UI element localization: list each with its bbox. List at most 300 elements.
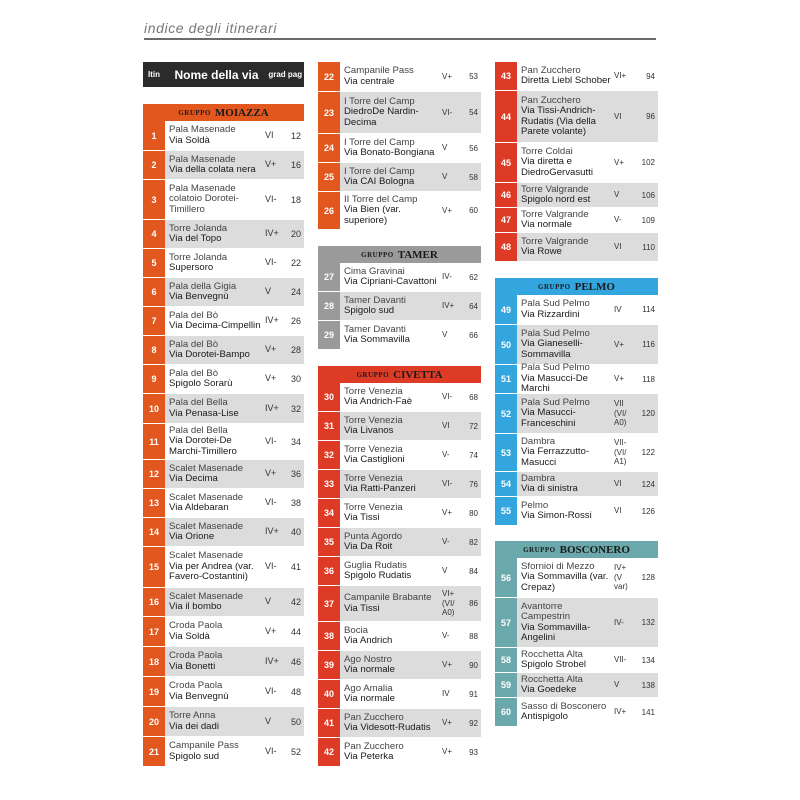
peak-name: Pala Sud Pelmo — [521, 396, 590, 408]
route-page: 88 — [469, 631, 478, 641]
route-page: 72 — [469, 421, 478, 431]
route-number: 40 — [318, 680, 340, 708]
route-name: Via centrale — [344, 75, 395, 87]
peak-name: Torre Valgrande — [521, 183, 589, 195]
route-row — [143, 278, 304, 307]
route-name: Via Masucci-Franceschini — [521, 407, 576, 429]
route-number: 1 — [143, 121, 165, 150]
route-grade: VI- — [265, 257, 277, 268]
peak-name: Cima Gravinai — [344, 265, 405, 277]
peak-name: Tamer Davanti — [344, 294, 406, 306]
column-2 — [318, 62, 481, 767]
route-grade: V — [442, 330, 448, 340]
route-number: 42 — [318, 738, 340, 766]
route-number: 52 — [495, 394, 517, 433]
route-number: 6 — [143, 278, 165, 306]
route-page: 114 — [642, 305, 655, 314]
peak-name: Ago Nostro — [344, 653, 392, 665]
peak-name: Sfornioi di Mezzo — [521, 560, 595, 572]
route-number: 48 — [495, 233, 517, 261]
route-number: 14 — [143, 518, 165, 546]
route-name: Via Rowe — [521, 246, 562, 257]
route-row — [495, 394, 658, 434]
route-row — [495, 434, 658, 472]
route-row — [143, 180, 304, 220]
route-page: 50 — [290, 716, 301, 727]
route-number: 43 — [495, 62, 517, 90]
route-grade: V+ — [614, 374, 625, 384]
route-number: 54 — [495, 472, 517, 496]
group-bosconero — [495, 541, 658, 727]
peak-name: Sasso di Bosconero — [521, 700, 607, 712]
peak-name: Torre Valgrande — [521, 235, 589, 247]
peak-name: Torre Venezia — [344, 385, 403, 397]
route-row — [495, 598, 658, 648]
header-divider — [144, 38, 656, 40]
route-number: 15 — [143, 547, 165, 587]
route-number: 7 — [143, 307, 165, 335]
route-page: 90 — [469, 660, 478, 670]
route-number: 53 — [495, 434, 517, 471]
route-name: Via normale — [344, 664, 396, 675]
route-grade: IV — [614, 304, 622, 314]
route-grade: VI- — [265, 497, 277, 508]
route-number: 5 — [143, 249, 165, 277]
route-name: Via del Topo — [169, 233, 222, 244]
peak-name: Avantorre Campestrin — [521, 600, 571, 623]
route-row — [318, 470, 481, 499]
peak-name: Croda Paola — [169, 620, 223, 632]
route-grade: VI- — [265, 561, 277, 572]
group-prefix: GRUPPO — [356, 370, 390, 379]
route-grade: IV+ (V var) — [614, 563, 628, 592]
group-header-moiazza — [143, 104, 304, 121]
route-page: 41 — [290, 562, 301, 572]
route-grade: V+ — [442, 660, 453, 670]
route-row — [318, 680, 481, 709]
route-number: 34 — [318, 499, 340, 527]
peak-name: Pelmo — [521, 499, 549, 511]
route-name: Via per Andrea (var. Favero-Costantini) — [169, 560, 254, 583]
route-row — [318, 263, 481, 292]
route-page: 12 — [290, 130, 301, 141]
peak-name: I Torre del Camp — [344, 165, 415, 177]
route-page: 30 — [290, 374, 301, 384]
route-name: Spigolo Rudatis — [344, 570, 412, 581]
route-grade: V+ — [265, 344, 277, 355]
route-name: Via Sommavilla — [344, 334, 410, 345]
page-header-title: indice degli itinerari — [144, 20, 278, 36]
route-grade: V+ — [442, 205, 453, 215]
route-name: Via Tissi — [344, 602, 380, 614]
peak-name: Torre Venezia — [344, 414, 403, 426]
route-grade: V- — [614, 215, 622, 225]
group-prefix: GRUPPO — [178, 108, 211, 117]
route-page: 53 — [469, 72, 478, 81]
route-page: 48 — [290, 686, 301, 697]
route-number: 11 — [143, 424, 165, 459]
peak-name: Pala del Bella — [169, 397, 228, 409]
peak-name: Pala Masenade — [169, 153, 236, 165]
route-grade: VI- — [442, 107, 453, 117]
group-name: CIVETTA — [393, 368, 443, 381]
route-grade: V+ — [442, 747, 453, 757]
route-page: 66 — [469, 330, 478, 340]
route-name: Via Goedeke — [521, 684, 577, 695]
route-name: Via diretta e DiedroGervasutti — [521, 156, 593, 178]
route-page: 138 — [641, 680, 655, 690]
route-grade: VII- (VI/ A1) — [614, 438, 627, 467]
peak-name: Campanile Brabante — [344, 592, 432, 604]
route-number: 46 — [495, 183, 517, 207]
group-civetta — [318, 366, 481, 767]
route-name: Via Livanos — [344, 425, 394, 436]
route-name: Via Benvegnù — [169, 690, 229, 702]
route-grade: IV+ — [442, 301, 455, 311]
peak-name: Scalet Masenade — [169, 550, 244, 562]
group-pelmo — [495, 278, 658, 526]
route-name: Via il bombo — [169, 601, 222, 612]
peak-name: Pala Sud Pelmo — [521, 298, 590, 310]
peak-name: Pala del Bò — [169, 309, 219, 321]
route-page: 52 — [290, 746, 301, 757]
peak-name: Pala del Bò — [169, 367, 219, 379]
route-row — [143, 518, 304, 547]
route-number: 21 — [143, 737, 165, 766]
route-name: Via Andrich — [344, 635, 393, 646]
peak-name: Torre Venezia — [344, 501, 403, 513]
route-page: 74 — [469, 450, 478, 460]
route-number: 51 — [495, 365, 517, 393]
route-number: 59 — [495, 673, 517, 697]
route-name: Antispigolo — [521, 711, 568, 722]
route-grade: V- — [442, 450, 450, 460]
route-page: 124 — [641, 479, 655, 489]
route-page: 80 — [469, 508, 478, 518]
route-grade: V- — [442, 631, 450, 641]
route-row — [143, 307, 304, 336]
route-row — [318, 499, 481, 528]
route-row — [495, 295, 658, 325]
route-page: 106 — [641, 190, 655, 200]
route-grade: IV- — [442, 272, 452, 282]
route-number: 32 — [318, 441, 340, 469]
route-grade: VI- — [265, 745, 277, 756]
route-row — [143, 220, 304, 249]
route-name: Via Castiglioni — [344, 454, 405, 465]
route-number: 10 — [143, 394, 165, 423]
route-grade: V+ — [265, 468, 277, 479]
route-number: 49 — [495, 295, 517, 324]
route-row — [318, 528, 481, 557]
peak-name: Torre Valgrande — [521, 208, 589, 220]
route-page: 92 — [469, 718, 478, 728]
route-grade: V- — [442, 537, 450, 547]
route-grade: V+ — [442, 71, 453, 81]
route-row — [495, 497, 658, 526]
route-number: 55 — [495, 497, 517, 525]
route-grade: V+ — [614, 339, 625, 349]
route-grade: V — [265, 596, 272, 607]
route-number: 9 — [143, 365, 165, 393]
peak-name: Scalet Masenade — [169, 491, 244, 503]
peak-name: Pala della Gigia — [169, 280, 237, 292]
route-name: Via Benvegnù — [169, 291, 229, 302]
route-number: 24 — [318, 134, 340, 162]
route-row — [495, 362, 658, 395]
route-grade: IV+ — [265, 315, 279, 326]
peak-name: Ago Amalia — [344, 682, 393, 694]
route-page: 54 — [469, 108, 478, 117]
peak-name: Pala Sud Pelmo — [521, 327, 590, 339]
route-row — [143, 460, 304, 489]
route-row — [318, 738, 481, 767]
route-grade: V — [614, 190, 620, 200]
route-number: 39 — [318, 651, 340, 679]
route-number: 12 — [143, 460, 165, 488]
group-header-bosconero — [495, 541, 658, 558]
route-name: Spigolo Sorarù — [169, 378, 233, 389]
route-name: Via Tissi-Andrich-Rudatis (Via della Parete volante) — [521, 105, 597, 137]
peak-name: Pan Zucchero — [344, 740, 404, 752]
route-name: Via Orione — [169, 531, 215, 542]
route-row — [495, 558, 658, 598]
group-name: MOIAZZA — [214, 106, 269, 119]
header-itin: Itin — [148, 70, 160, 79]
route-row — [495, 208, 658, 233]
route-name: Spigolo sud — [344, 305, 395, 316]
route-number: 31 — [318, 412, 340, 440]
route-name: Via Peterka — [344, 751, 394, 762]
route-name: Via Videsott-Rudatis — [344, 722, 431, 733]
route-number: 19 — [143, 677, 165, 706]
route-page: 62 — [469, 272, 478, 282]
route-name: Via Simon-Rossi — [521, 510, 592, 521]
route-row — [318, 622, 481, 651]
route-row — [318, 383, 481, 412]
peak-name: II Torre del Camp — [344, 193, 418, 205]
column-1 — [143, 62, 304, 767]
route-row — [318, 92, 481, 134]
route-number: 27 — [318, 263, 340, 291]
route-row — [495, 698, 658, 727]
group-header-pelmo — [495, 278, 658, 295]
route-page: 91 — [469, 689, 478, 699]
route-row — [318, 441, 481, 470]
route-grade: V — [442, 566, 448, 576]
route-number: 30 — [318, 383, 340, 411]
route-grade: V — [442, 172, 448, 182]
peak-name: Punta Agordo — [344, 530, 403, 542]
route-page: 134 — [641, 655, 655, 665]
route-number: 18 — [143, 647, 165, 676]
route-number: 45 — [495, 143, 517, 182]
column-3 — [495, 62, 658, 727]
route-number: 33 — [318, 470, 340, 498]
peak-name: Torre Venezia — [344, 472, 403, 484]
route-number: 2 — [143, 151, 165, 179]
route-row — [495, 143, 658, 183]
route-name: Via Soldà — [169, 630, 210, 642]
route-row — [143, 365, 304, 394]
route-row — [318, 292, 481, 321]
route-page: 26 — [290, 316, 301, 326]
route-grade: VI — [614, 111, 622, 121]
route-grade: IV+ — [614, 707, 627, 717]
route-number: 60 — [495, 698, 517, 726]
route-page: 32 — [290, 403, 301, 414]
route-name: Via Rizzardini — [521, 308, 580, 320]
peak-name: Tamer Davanti — [344, 323, 406, 335]
route-name: Via Dorotei-De Marchi-Timillero — [169, 435, 237, 457]
peak-name: Pala del Bella — [169, 424, 228, 436]
route-row — [143, 677, 304, 707]
peak-name: I Torre del Camp — [344, 95, 415, 107]
route-name: Via normale — [344, 693, 396, 704]
route-page: 122 — [641, 448, 655, 457]
route-grade: VI — [265, 129, 274, 140]
route-row — [495, 648, 658, 673]
route-page: 94 — [646, 71, 655, 81]
group-prefix: GRUPPO — [361, 250, 394, 259]
route-number: 47 — [495, 208, 517, 232]
group-name: BOSCONERO — [559, 543, 630, 556]
route-grade: IV — [442, 689, 450, 699]
route-row — [143, 121, 304, 151]
route-name: Via Decima-Cimpellin — [169, 320, 261, 331]
peak-name: Scalet Masenade — [169, 462, 244, 474]
route-grade: VI — [614, 506, 622, 516]
route-row — [318, 134, 481, 163]
route-page: 20 — [290, 229, 301, 239]
route-row — [318, 412, 481, 441]
route-page: 36 — [290, 469, 301, 479]
route-number: 35 — [318, 528, 340, 556]
route-grade: IV+ — [265, 655, 279, 666]
route-number: 4 — [143, 220, 165, 248]
route-number: 26 — [318, 192, 340, 229]
peak-name: Scalet Masenade — [169, 520, 244, 532]
route-name: Via dei dadi — [169, 720, 219, 732]
route-page: 16 — [290, 160, 301, 170]
route-number: 50 — [495, 325, 517, 364]
route-row — [318, 321, 481, 350]
peak-name: Pala Sud Pelmo — [521, 362, 590, 374]
route-name: Via Aldebaran — [169, 502, 229, 513]
group-moiazza — [143, 104, 304, 767]
route-page: 84 — [469, 566, 478, 576]
route-name: Via Ratti-Panzeri — [344, 483, 416, 494]
route-grade: V+ — [265, 625, 277, 636]
route-number: 16 — [143, 588, 165, 616]
group-civetta-cont — [495, 62, 658, 262]
route-row — [318, 163, 481, 192]
route-page: 82 — [469, 537, 478, 547]
route-grade: IV+ — [265, 526, 279, 537]
peak-name: Pan Zucchero — [521, 94, 581, 106]
group-header-tamer — [318, 246, 481, 263]
route-number: 56 — [495, 558, 517, 597]
route-grade: VI — [442, 421, 450, 431]
route-name: Via Tissi — [344, 512, 380, 523]
peak-name: Torre Anna — [169, 710, 216, 722]
route-name: Via di sinistra — [521, 483, 578, 494]
route-row — [143, 588, 304, 617]
route-row — [318, 586, 481, 622]
route-grade: V+ — [614, 157, 625, 167]
route-page: 42 — [290, 597, 301, 607]
peak-name: Scalet Masenade — [169, 590, 244, 602]
peak-name: Campanile Pass — [344, 65, 414, 77]
route-name: Via normale — [521, 219, 573, 230]
peak-name: Dambra — [521, 435, 556, 447]
route-number: 41 — [318, 709, 340, 737]
route-grade: V+ — [442, 508, 453, 518]
route-name: Via Gianeselli-Sommavilla — [521, 338, 583, 360]
route-page: 56 — [469, 143, 478, 153]
route-number: 13 — [143, 489, 165, 517]
peak-name: Torre Coldai — [521, 145, 573, 157]
route-row — [143, 547, 304, 588]
route-number: 29 — [318, 321, 340, 349]
route-row — [495, 325, 658, 365]
route-page: 34 — [290, 436, 301, 447]
peak-name: Pala del Bò — [169, 338, 219, 350]
route-number: 25 — [318, 163, 340, 191]
route-number: 38 — [318, 622, 340, 650]
route-row — [495, 673, 658, 698]
route-row — [495, 183, 658, 208]
route-page: 22 — [290, 258, 301, 268]
route-number: 8 — [143, 336, 165, 364]
route-row — [143, 489, 304, 518]
route-number: 17 — [143, 617, 165, 646]
route-number: 20 — [143, 707, 165, 736]
route-number: 37 — [318, 586, 340, 621]
peak-name: Croda Paola — [169, 650, 223, 662]
route-grade: VI- — [442, 392, 453, 402]
route-grade: VI+ — [614, 71, 627, 81]
route-grade: V — [442, 143, 448, 153]
route-name: Via Bonato-Bongiana — [344, 147, 435, 158]
route-grade: V — [265, 715, 272, 726]
route-page: 141 — [641, 707, 655, 717]
route-page: 58 — [469, 172, 478, 182]
route-page: 38 — [290, 498, 301, 508]
route-number: 23 — [318, 92, 340, 133]
route-page: 60 — [469, 206, 478, 215]
route-page: 102 — [641, 158, 655, 167]
route-page: 64 — [469, 301, 478, 311]
route-row — [143, 336, 304, 365]
header-pag: pag — [287, 70, 303, 79]
header-grad: grad — [268, 70, 286, 79]
route-row — [143, 394, 304, 424]
peak-name: Torre Jolanda — [169, 251, 228, 263]
route-row — [143, 249, 304, 278]
route-grade: VI- — [265, 435, 277, 446]
route-row — [318, 557, 481, 586]
route-row — [143, 737, 304, 767]
route-grade: VI- — [442, 479, 453, 489]
route-number: 28 — [318, 292, 340, 320]
route-page: 126 — [641, 506, 655, 516]
route-row — [495, 62, 658, 91]
route-row — [143, 707, 304, 737]
peak-name: Bocia — [344, 624, 368, 636]
peak-name: I Torre del Camp — [344, 136, 415, 148]
route-number: 3 — [143, 180, 165, 219]
